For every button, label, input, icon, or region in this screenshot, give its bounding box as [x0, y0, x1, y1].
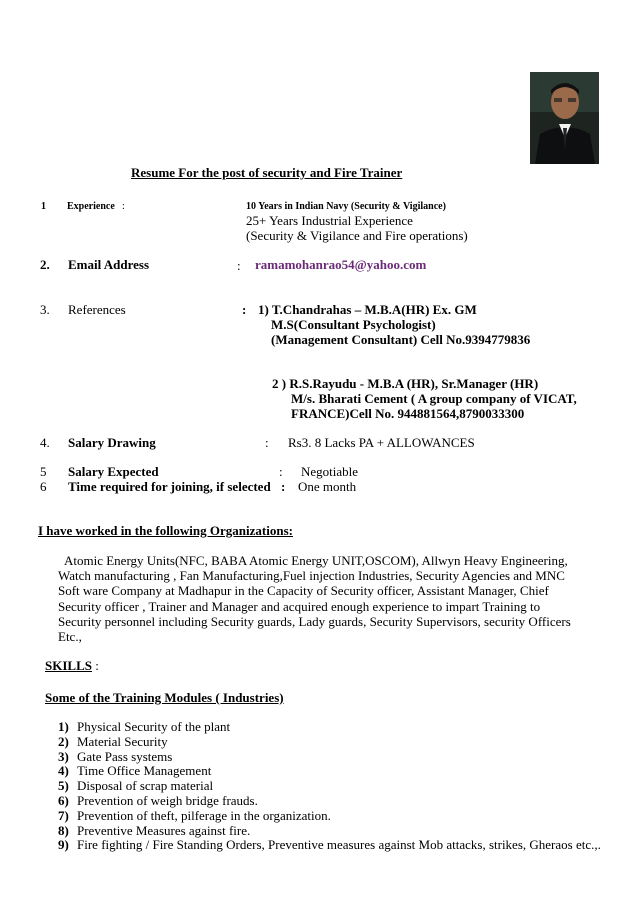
list-item-number: 4) — [58, 763, 69, 779]
organizations-text: Atomic Energy Units(NFC, BABA Atomic Energy UNIT,OSCOM), Allwyn Heavy Engineering, Watch manufacturing , Fan Manufacturing,Fuel injection Industries, Security Agencies and MNC Soft ware Company at Madhapur in the Capacity of Security officer, Assistant Manager, Chief Security officer , Trainer and Manager and acquired enough experience to impart Training to Security personnel including Security guards, Lady guards, Security Supervisors, security Officers Etc., — [58, 553, 571, 645]
skills-colon: : — [91, 658, 99, 673]
skills-heading: SKILLS — [45, 658, 92, 673]
reference-1-contact: (Management Consultant) Cell No.9394779836 — [271, 332, 531, 347]
experience-number: 1 — [41, 201, 46, 212]
salary-drawing-colon: : — [265, 435, 269, 450]
list-item-text: Disposal of scrap material — [77, 778, 214, 794]
organizations-heading: I have worked in the following Organizations: — [38, 523, 293, 538]
list-item — [58, 824, 601, 839]
experience-navy: 10 Years in Indian Navy (Security & Vigilance) — [246, 201, 446, 212]
list-item — [58, 750, 601, 765]
reference-1-qualification: M.S(Consultant Psychologist) — [271, 317, 436, 332]
training-modules-heading: Some of the Training Modules ( Industries) — [45, 690, 284, 705]
list-item-number: 8) — [58, 822, 69, 838]
skills-heading-line — [45, 658, 99, 674]
salary-expected-value: Negotiable — [301, 464, 359, 479]
joining-value: One month — [298, 479, 357, 494]
list-item-text: Preventive Measures against fire. — [77, 822, 251, 838]
list-item — [58, 809, 601, 824]
list-item-text: Gate Pass systems — [77, 748, 173, 764]
joining-colon: : — [281, 479, 286, 494]
joining-label: Time required for joining, if selected — [68, 479, 271, 494]
experience-label: Experience — [67, 201, 115, 212]
email-label: Email Address — [68, 257, 150, 272]
salary-drawing-label: Salary Drawing — [68, 435, 156, 450]
reference-2-company: M/s. Bharati Cement ( A group company of VICAT, — [291, 391, 577, 406]
training-modules-list — [58, 720, 601, 853]
list-item-text: Fire fighting / Fire Standing Orders, Preventive measures against Mob attacks, strikes, Gheraos etc.,. — [77, 837, 601, 853]
list-item-number: 7) — [58, 807, 69, 823]
salary-drawing-number: 4. — [40, 435, 50, 450]
person-photo — [530, 72, 599, 164]
list-item — [58, 735, 601, 750]
references-colon: : — [242, 302, 247, 317]
list-item-number: 6) — [58, 792, 69, 808]
salary-drawing-value: Rs3. 8 Lacks PA + ALLOWANCES — [288, 435, 475, 450]
list-item-number: 5) — [58, 778, 69, 794]
list-item-text: Material Security — [77, 733, 168, 749]
list-item-text: Time Office Management — [77, 763, 212, 779]
experience-operations: (Security & Vigilance and Fire operations) — [246, 228, 468, 243]
salary-expected-number: 5 — [40, 464, 47, 479]
list-item — [58, 779, 601, 794]
references-label: References — [68, 302, 126, 317]
resume-title: Resume For the post of security and Fire Trainer — [131, 165, 403, 180]
list-item — [58, 794, 601, 809]
list-item-number: 3) — [58, 748, 69, 764]
email-colon: : — [237, 258, 241, 273]
list-item-text: Physical Security of the plant — [77, 719, 231, 734]
list-item-number: 2) — [58, 733, 69, 749]
reference-2-name: 2 ) R.S.Rayudu - M.B.A (HR), Sr.Manager (HR) — [272, 376, 539, 391]
joining-number: 6 — [40, 479, 47, 494]
list-item — [58, 720, 601, 735]
list-item-text: Prevention of theft, pilferage in the organization. — [77, 807, 331, 823]
email-number: 2. — [40, 257, 50, 272]
list-item — [58, 764, 601, 779]
list-item-text: Prevention of weigh bridge frauds. — [77, 792, 258, 808]
references-number: 3. — [40, 302, 50, 317]
list-item-number: 1) — [58, 719, 69, 734]
experience-colon: : — [122, 201, 125, 212]
experience-industrial: 25+ Years Industrial Experience — [246, 213, 413, 228]
list-item — [58, 838, 601, 853]
list-item-number: 9) — [58, 837, 69, 853]
salary-expected-colon: : — [279, 464, 283, 479]
email-value[interactable]: ramamohanrao54@yahoo.com — [255, 257, 427, 272]
salary-expected-label: Salary Expected — [68, 464, 159, 479]
reference-1-name: 1) T.Chandrahas – M.B.A(HR) Ex. GM — [258, 302, 477, 317]
reference-2-contact: FRANCE)Cell No. 944881564,8790033300 — [291, 406, 525, 421]
